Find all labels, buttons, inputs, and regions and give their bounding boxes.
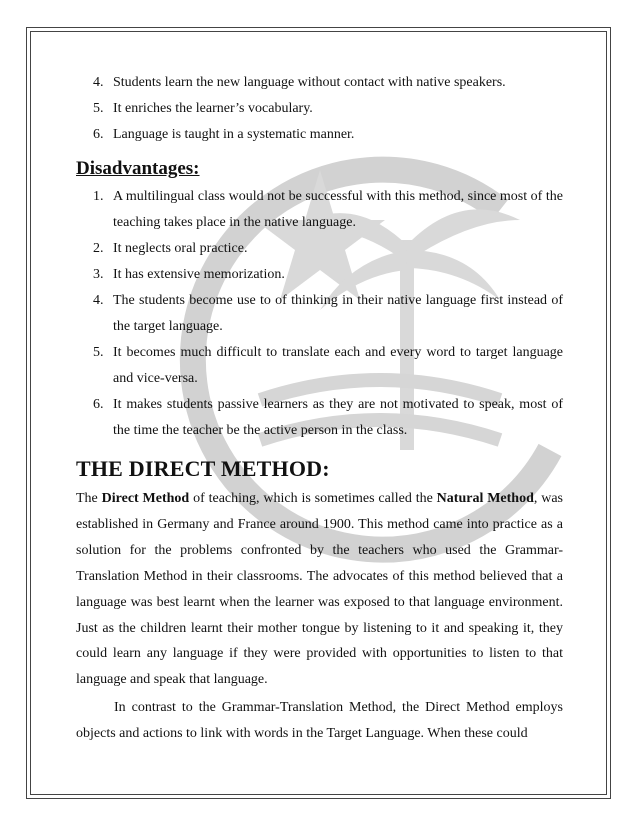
list-item (76, 122, 563, 148)
direct-method-heading: THE DIRECT METHOD: (76, 456, 330, 481)
list-number: 2. (93, 241, 104, 256)
list-item (76, 392, 563, 444)
para1-text-1: The (76, 491, 102, 506)
list-item-text: The students become use to of thinking in their native language first instead of the target language. (113, 293, 563, 334)
disadvantages-heading: Disadvantages: (76, 158, 200, 179)
direct-method-paragraph-1 (76, 486, 563, 693)
list-item (76, 184, 563, 236)
list-number: 6. (93, 127, 104, 142)
list-item-text: Students learn the new language without contact with native speakers. (113, 75, 506, 90)
disadvantages-list (76, 184, 563, 444)
para1-text-2: of teaching, which is sometimes called the (189, 491, 437, 506)
list-number: 3. (93, 267, 104, 282)
list-number: 5. (93, 345, 104, 360)
list-item (76, 340, 563, 392)
list-item-text: It makes students passive learners as they are not motivated to speak, most of the time the teacher be the active person in the class. (113, 397, 563, 438)
advantages-list-continued (76, 70, 563, 148)
list-item (76, 262, 563, 288)
list-item-text: It has extensive memorization. (113, 267, 285, 282)
list-item-text: A multilingual class would not be successful with this method, since most of the teaching takes place in the native language. (113, 189, 563, 230)
list-item (76, 70, 563, 96)
direct-method-paragraph-2: In contrast to the Grammar-Translation Method, the Direct Method employs objects and actions to link with words in the Target Language. When these could (76, 700, 563, 742)
list-item-text: Language is taught in a systematic manner. (113, 127, 355, 142)
list-item (76, 236, 563, 262)
list-number: 4. (93, 75, 104, 90)
list-item-text: It neglects oral practice. (113, 241, 248, 256)
list-item-text: It enriches the learner’s vocabulary. (113, 101, 313, 116)
list-number: 6. (93, 397, 104, 412)
list-number: 5. (93, 101, 104, 116)
term-direct-method: Direct Method (101, 491, 190, 506)
term-natural-method: Natural Method (436, 491, 534, 506)
para1-text-3: , was established in Germany and France around 1900. This method came into practice as a solution for the problems confronted by the teachers who used the Grammar-Translation Method in their classrooms. The advocates of this method believed that a language was best learnt when the learner was exposed to that language environment. Just as the children learnt their mother tongue by listening to it and speaking it, they could learn any language if they were provided with opportunities to listen to that language and speak that language. (76, 491, 563, 688)
list-item-text: It becomes much difficult to translate each and every word to target language and vice-versa. (113, 345, 563, 386)
list-item (76, 288, 563, 340)
list-item (76, 96, 563, 122)
list-number: 4. (93, 293, 104, 308)
page-content (76, 70, 563, 747)
list-number: 1. (93, 189, 104, 204)
